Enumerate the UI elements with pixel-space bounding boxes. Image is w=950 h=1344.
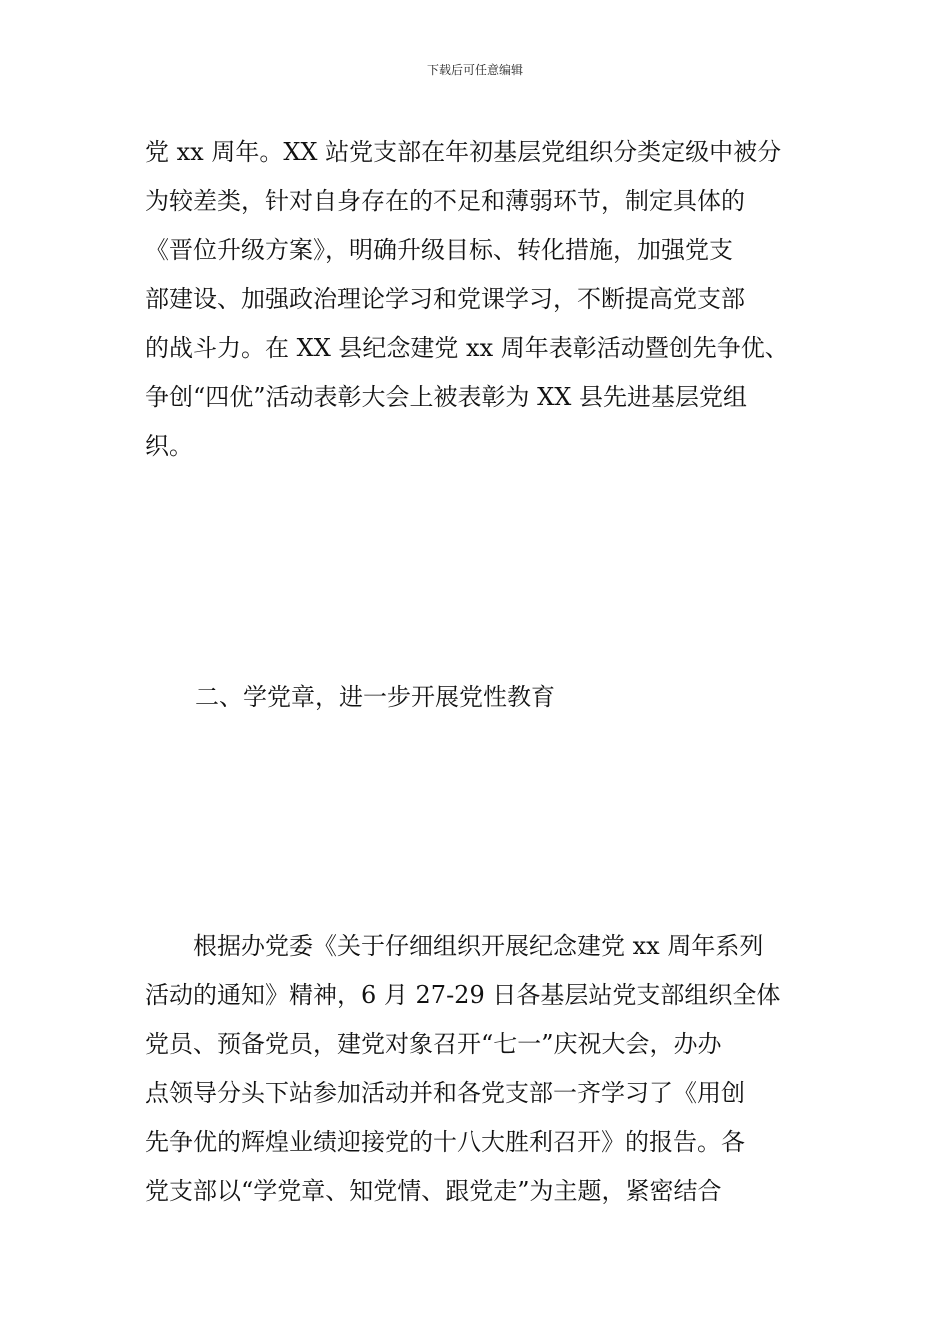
text-line: 的战斗力。在 XX 县纪念建党 xx 周年表彰活动暨创先争优、: [145, 334, 789, 362]
section-heading: 二、学党章，进一步开展党性教育: [195, 683, 555, 711]
text-line: 织。: [145, 432, 193, 460]
text-line: 先争优的辉煌业绩迎接党的十八大胜利召开》的报告。各: [145, 1128, 745, 1156]
text-line: 根据办党委《关于仔细组织开展纪念建党 xx 周年系列: [145, 932, 764, 960]
text-line: 活动的通知》精神，6 月 27-29 日各基层站党支部组织全体: [145, 981, 781, 1009]
text-line: 部建设、加强政治理论学习和党课学习，不断提高党支部: [145, 285, 745, 313]
text-line: 党员、预备党员，建党对象召开“七一”庆祝大会，办办: [145, 1030, 722, 1058]
paragraph-party-constitution-study: [145, 922, 810, 1216]
text-line: 党 xx 周年。XX 站党支部在年初基层党组织分类定级中被分: [145, 138, 782, 166]
text-line: 点领导分头下站参加活动并和各党支部一齐学习了《用创: [145, 1079, 745, 1107]
page-header: 下载后可任意编辑: [426, 63, 523, 77]
text-line: 党支部以“学党章、知党情、跟党走”为主题，紧密结合: [145, 1177, 722, 1205]
paragraph-party-branch-upgrade: [145, 128, 810, 471]
text-line: 争创“四优”活动表彰大会上被表彰为 XX 县先进基层党组: [145, 383, 747, 411]
text-line: 《晋位升级方案》，明确升级目标、转化措施，加强党支: [145, 236, 733, 264]
text-line: 为较差类，针对自身存在的不足和薄弱环节，制定具体的: [145, 187, 745, 215]
